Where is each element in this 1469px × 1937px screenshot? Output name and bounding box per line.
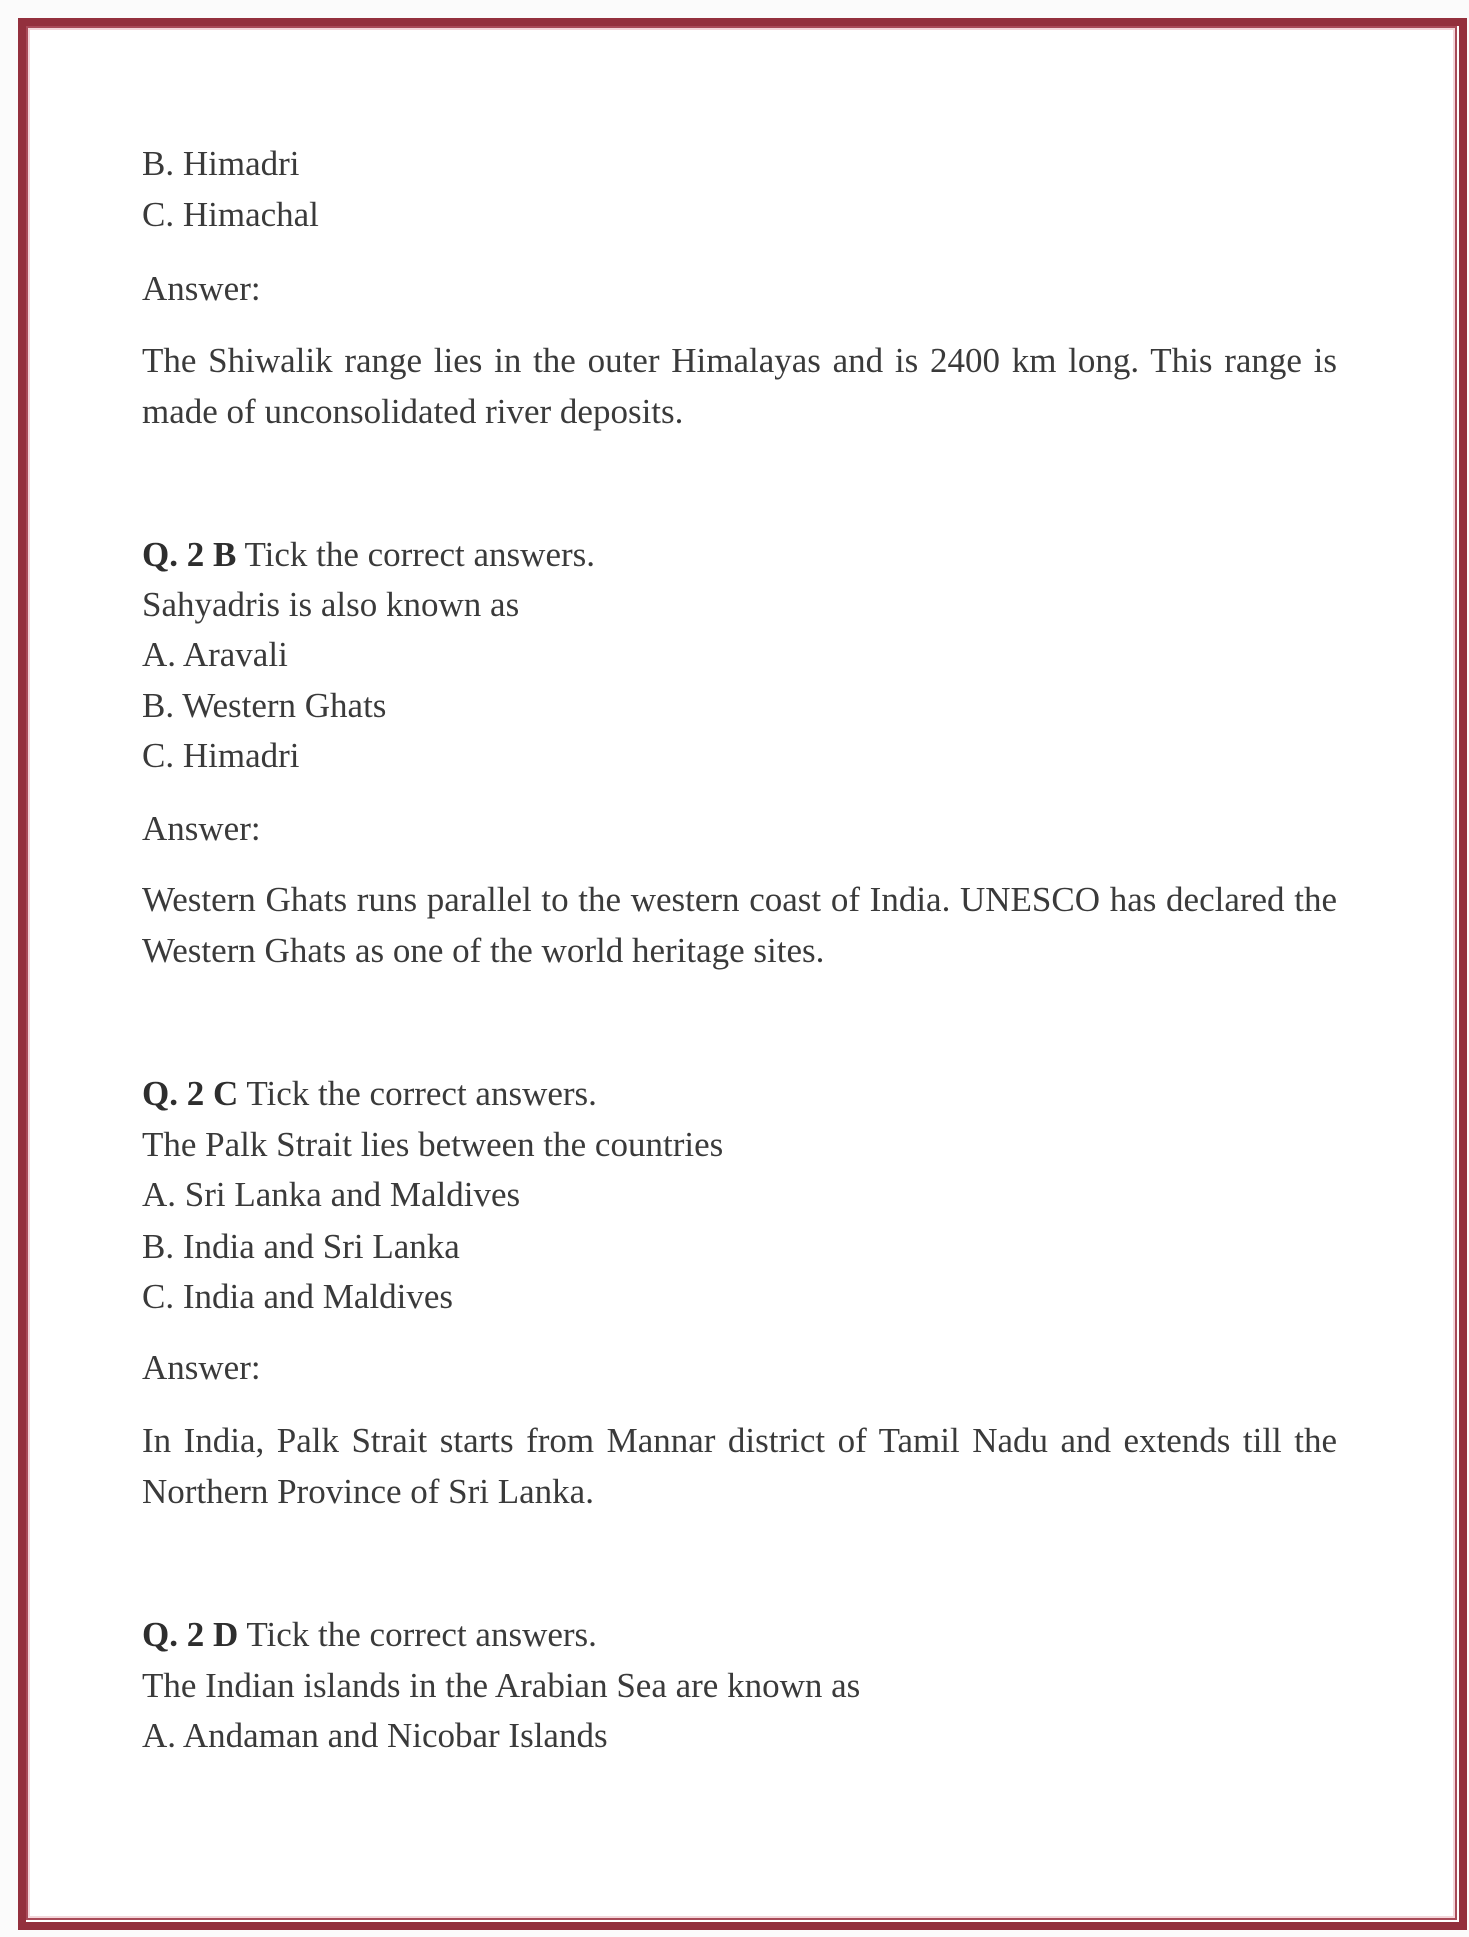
option-b: B. Himadri bbox=[142, 144, 300, 183]
option-a: A. Sri Lanka and Maldives bbox=[142, 1175, 521, 1214]
question-number: Q. 2 D bbox=[142, 1615, 239, 1654]
question-number: Q. 2 B bbox=[142, 535, 237, 574]
answer-text: The Shiwalik range lies in the outer Himalayas and is 2400 km long. This range is made of unconsolidated river deposits. bbox=[142, 341, 1337, 431]
answer-label: Answer: bbox=[142, 1348, 261, 1387]
question-heading-2c bbox=[142, 1069, 1337, 1120]
answer-text: Western Ghats runs parallel to the western coast of India. UNESCO has declared the Western Ghats as one of the world heritage sites. bbox=[142, 880, 1337, 970]
question-instruction: Tick the correct answers. bbox=[246, 1615, 597, 1654]
answer-label: Answer: bbox=[142, 809, 261, 848]
question-heading-2d bbox=[142, 1610, 1337, 1661]
question-text: Sahyadris is also known as bbox=[142, 585, 520, 624]
question-instruction: Tick the correct answers. bbox=[244, 535, 595, 574]
option-b: B. Western Ghats bbox=[142, 686, 387, 725]
answer-label: Answer: bbox=[142, 269, 261, 308]
option-c: C. Himachal bbox=[142, 195, 319, 234]
option-c: C. Himadri bbox=[142, 736, 300, 775]
option-c: C. India and Maldives bbox=[142, 1277, 454, 1316]
question-heading-2b bbox=[142, 530, 1337, 581]
question-text: The Indian islands in the Arabian Sea are known as bbox=[142, 1666, 861, 1705]
option-a: A. Aravali bbox=[142, 635, 288, 674]
answer-text: In India, Palk Strait starts from Mannar district of Tamil Nadu and extends till the Northern Province of Sri Lanka. bbox=[142, 1421, 1337, 1511]
question-number: Q. 2 C bbox=[142, 1074, 239, 1113]
question-text: The Palk Strait lies between the countries bbox=[142, 1125, 724, 1164]
option-b: B. India and Sri Lanka bbox=[142, 1227, 460, 1266]
question-instruction: Tick the correct answers. bbox=[246, 1074, 597, 1113]
option-a: A. Andaman and Nicobar Islands bbox=[142, 1716, 608, 1755]
